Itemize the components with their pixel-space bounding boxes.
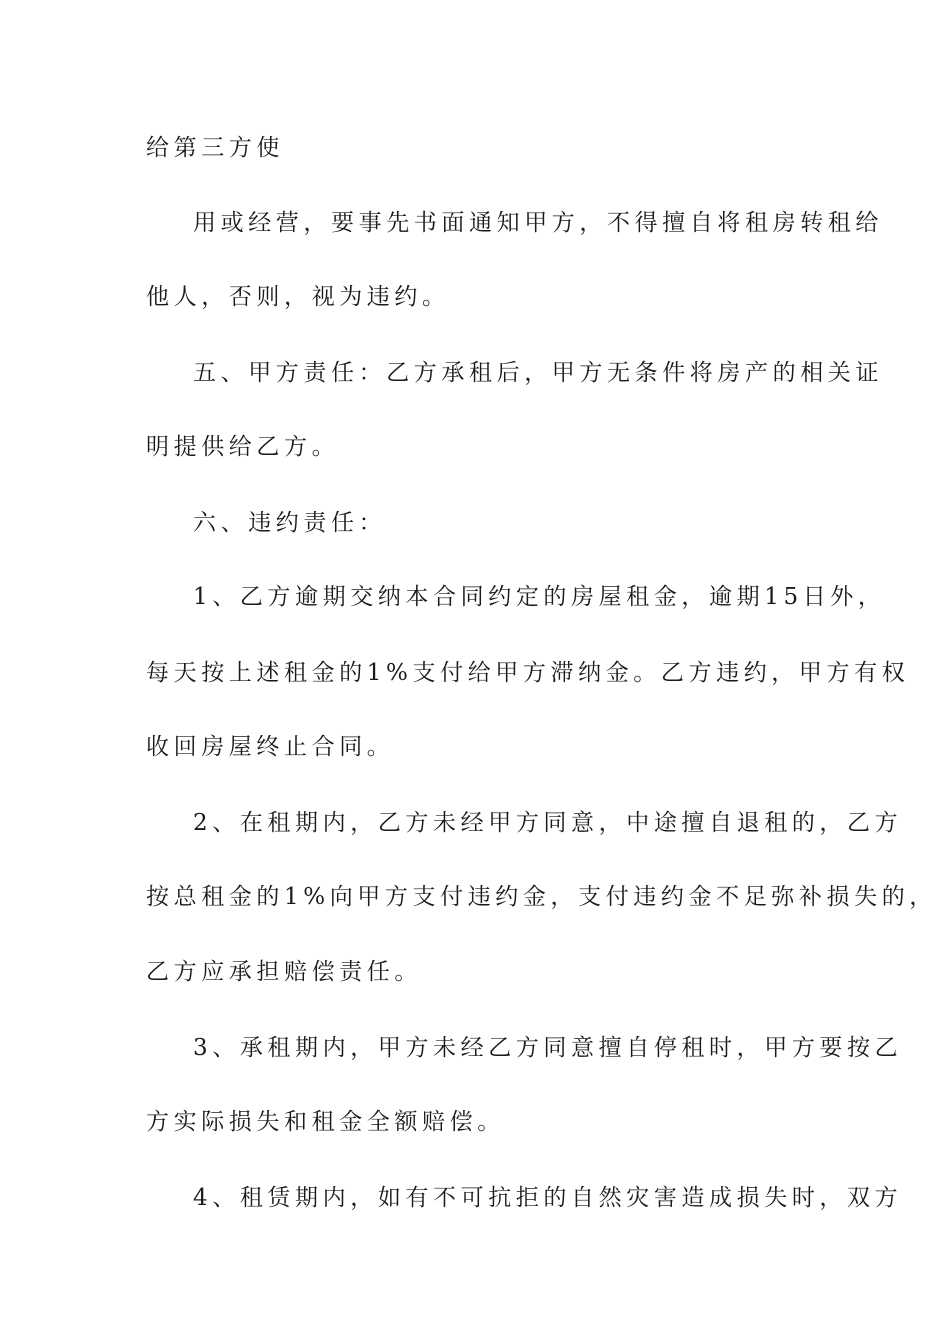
text-line: 3、承租期内，甲方未经乙方同意擅自停租时，甲方要按乙 <box>193 1035 903 1061</box>
section-heading: 六、违约责任： <box>193 510 387 536</box>
text-line: 每天按上述租金的1%支付给甲方滞纳金。乙方违约，甲方有权 <box>146 660 910 686</box>
text-line: 4、租赁期内，如有不可抗拒的自然灾害造成损失时，双方 <box>193 1185 903 1211</box>
text-line: 乙方应承担赔偿责任。 <box>146 959 422 985</box>
text-line: 收回房屋终止合同。 <box>146 734 395 760</box>
text-line: 给第三方使 <box>146 135 284 161</box>
text-line: 按总租金的1%向甲方支付违约金，支付违约金不足弥补损失的， <box>146 884 937 910</box>
text-line: 用或经营，要事先书面通知甲方，不得擅自将租房转租给 <box>193 210 883 236</box>
text-line: 明提供给乙方。 <box>146 434 340 460</box>
text-line: 1、乙方逾期交纳本合同约定的房屋租金，逾期15日外， <box>193 584 886 610</box>
text-line: 2、在租期内，乙方未经甲方同意，中途擅自退租的，乙方 <box>193 810 903 836</box>
paragraph-heading: 五、甲方责任：乙方承租后，甲方无条件将房产的相关证 <box>193 360 883 386</box>
text-line: 方实际损失和租金全额赔偿。 <box>146 1109 505 1135</box>
text-line: 他人，否则，视为违约。 <box>146 284 450 310</box>
